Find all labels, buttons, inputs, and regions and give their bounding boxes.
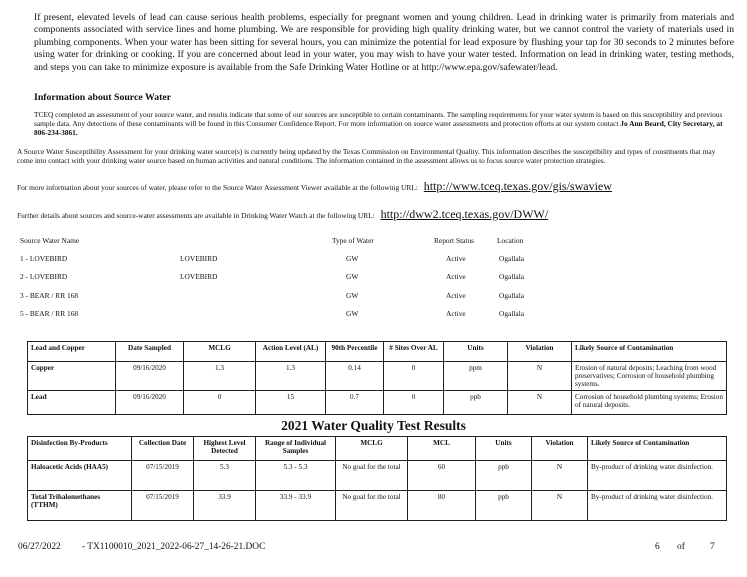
table-cell: 80 — [408, 491, 476, 521]
lead-copper-table — [27, 341, 727, 415]
table-cell: No goal for the total — [336, 461, 408, 491]
table-cell: 0.14 — [326, 362, 384, 391]
table-cell: Lead — [28, 391, 116, 415]
column-header: Action Level (AL) — [256, 342, 326, 362]
column-header: Range of Individual Samples — [256, 437, 336, 461]
table-cell: 15 — [256, 391, 326, 415]
table-cell: By-product of drinking water disinfection. — [588, 491, 727, 521]
table-cell: Haloacetic Acids (HAA5) — [28, 461, 132, 491]
table-cell: 09/16/2020 — [116, 362, 184, 391]
source-type: GW — [346, 254, 359, 263]
column-header: Highest Level Detected — [194, 437, 256, 461]
table-row — [28, 391, 727, 415]
footer-date: 06/27/2022 — [18, 542, 61, 552]
table-cell: ppb — [476, 461, 532, 491]
table-cell: 5.3 — [194, 461, 256, 491]
footer-page-number: 6 — [655, 542, 660, 552]
source-type: GW — [346, 291, 359, 300]
table-cell: 07/15/2019 — [132, 461, 194, 491]
table-cell: ppb — [444, 391, 508, 415]
column-header: MCLG — [184, 342, 256, 362]
source-name: 2 - LOVEBIRD — [20, 272, 68, 281]
table-cell: 5.3 - 5.3 — [256, 461, 336, 491]
column-header: Violation — [508, 342, 572, 362]
footer-of-label: of — [677, 542, 685, 552]
source-status: Active — [446, 272, 466, 281]
footer-document-name: - TX1100010_2021_2022-06-27_14-26-21.DOC — [82, 542, 266, 552]
table-cell: 1.3 — [256, 362, 326, 391]
source-type: GW — [346, 272, 359, 281]
column-header: Violation — [532, 437, 588, 461]
column-header: Likely Source of Contamination — [572, 342, 727, 362]
source-status: Active — [446, 254, 466, 263]
column-header: Likely Source of Contamination — [588, 437, 727, 461]
viewer-url-link[interactable]: http://www.tceq.texas.gov/gis/swaview — [423, 179, 612, 193]
source-name: 5 - BEAR / RR 168 — [20, 309, 79, 318]
tceq-paragraph — [34, 110, 724, 138]
table-cell: 1.3 — [184, 362, 256, 391]
source-alt: LOVEBIRD — [180, 254, 218, 263]
table-cell: 60 — [408, 461, 476, 491]
table-cell: N — [532, 491, 588, 521]
viewer-line — [17, 179, 612, 194]
source-name: 1 - LOVEBIRD — [20, 254, 68, 263]
column-header: MCL — [408, 437, 476, 461]
column-header: Units — [444, 342, 508, 362]
source-name: 3 - BEAR / RR 168 — [20, 291, 79, 300]
header-location: Location — [497, 236, 524, 245]
column-header: MCLG — [336, 437, 408, 461]
tceq-text: TCEQ completed an assessment of your source water, and results indicate that some of our sources are susceptible to certain contaminants. The sampling requirements for your water system is based on this susceptibility and previous sample data. Any detections of these contaminants will be found in this Consumer Confidence Report. For more information on source water assessments and protection efforts at our system contact — [34, 110, 723, 129]
table-cell: ppm — [444, 362, 508, 391]
table-cell: 0 — [384, 362, 444, 391]
table-row — [28, 461, 727, 491]
tceq-contact: Jo Ann Beard, City Secretary, at 806-234-3861. — [34, 119, 723, 138]
header-type: Type of Water — [332, 236, 374, 245]
table-cell: N — [532, 461, 588, 491]
column-header: 90th Percentile — [326, 342, 384, 362]
viewer-text: For more information about your sources of water, please refer to the Source Water Assessment Viewer available at the following URL: — [17, 183, 418, 192]
table-cell: Erosion of natural deposits; Leaching from wood preservatives; Corrosion of household plumbing systems. — [572, 362, 727, 391]
column-header: Date Sampled — [116, 342, 184, 362]
table-cell: 0.7 — [326, 391, 384, 415]
source-location: Ogallala — [499, 309, 525, 318]
table-header-row — [28, 437, 727, 461]
column-header: Units — [476, 437, 532, 461]
column-header: Collection Date — [132, 437, 194, 461]
table-cell: ppb — [476, 491, 532, 521]
source-location: Ogallala — [499, 291, 525, 300]
column-header: # Sites Over AL — [384, 342, 444, 362]
header-source-name: Source Water Name — [20, 236, 80, 245]
disinfection-byproducts-table — [27, 436, 727, 521]
source-location: Ogallala — [499, 254, 525, 263]
table-cell: 0 — [384, 391, 444, 415]
table-cell: 33.9 - 33.9 — [256, 491, 336, 521]
table-cell: No goal for the total — [336, 491, 408, 521]
table-cell: 07/15/2019 — [132, 491, 194, 521]
table-cell: Copper — [28, 362, 116, 391]
lead-paragraph: If present, elevated levels of lead can cause serious health problems, especially for pregnant women and young children. Lead in drinking water is primarily from materials and components associated with service lines and home plumbing. We are responsible for providing high quality drinking water, but we cannot control the variety of materials used in plumbing components. When your water has been sitting for several hours, you can minimize the potential for lead exposure by flushing your tap for 30 seconds to 2 minutes before using water for drinking or cooking. If you are concerned about lead in your water, you may wish to have your water tested. Information on lead in drinking water, testing methods, and steps you can take to minimize exposure is available from the Safe Drinking Water Hotline or at http://www.epa.gov/safewater/lead. — [34, 12, 734, 73]
swsa-paragraph: A Source Water Susceptibility Assessment for your drinking water source(s) is currently being updated by the Texas Commission on Environmental Quality. This information describes the susceptibility and types of constituents that may come into contact with your drinking water source based on human activities and natural conditions. The information contained in the assessment allows us to focus source water protection strategies. — [17, 147, 716, 166]
footer-total-pages: 7 — [710, 542, 715, 552]
source-status: Active — [446, 291, 466, 300]
table-cell: By-product of drinking water disinfection. — [588, 461, 727, 491]
table-cell: N — [508, 362, 572, 391]
table-cell: Corrosion of household plumbing systems; Erosion of natural deposits. — [572, 391, 727, 415]
table-cell: N — [508, 391, 572, 415]
source-alt: LOVEBIRD — [180, 272, 218, 281]
column-header: Lead and Copper — [28, 342, 116, 362]
table-cell: 0 — [184, 391, 256, 415]
table-header-row — [28, 342, 727, 362]
table-cell: Total Trihalomethanes (TTHM) — [28, 491, 132, 521]
table-row — [28, 362, 727, 391]
source-type: GW — [346, 309, 359, 318]
source-location: Ogallala — [499, 272, 525, 281]
table-row — [28, 491, 727, 521]
column-header: Disinfection By-Products — [28, 437, 132, 461]
dww-url-link[interactable]: http://dww2.tceq.texas.gov/DWW/ — [380, 207, 549, 221]
dww-line — [17, 207, 548, 222]
source-status: Active — [446, 309, 466, 318]
table-cell: 33.9 — [194, 491, 256, 521]
header-status: Report Status — [434, 236, 475, 245]
results-title: 2021 Water Quality Test Results — [281, 418, 466, 433]
dww-text: Further details about sources and source-water assessments are available in Drinking Water Watch at the following URL: — [17, 211, 375, 220]
source-water-heading: Information about Source Water — [34, 92, 172, 103]
table-cell: 09/16/2020 — [116, 391, 184, 415]
